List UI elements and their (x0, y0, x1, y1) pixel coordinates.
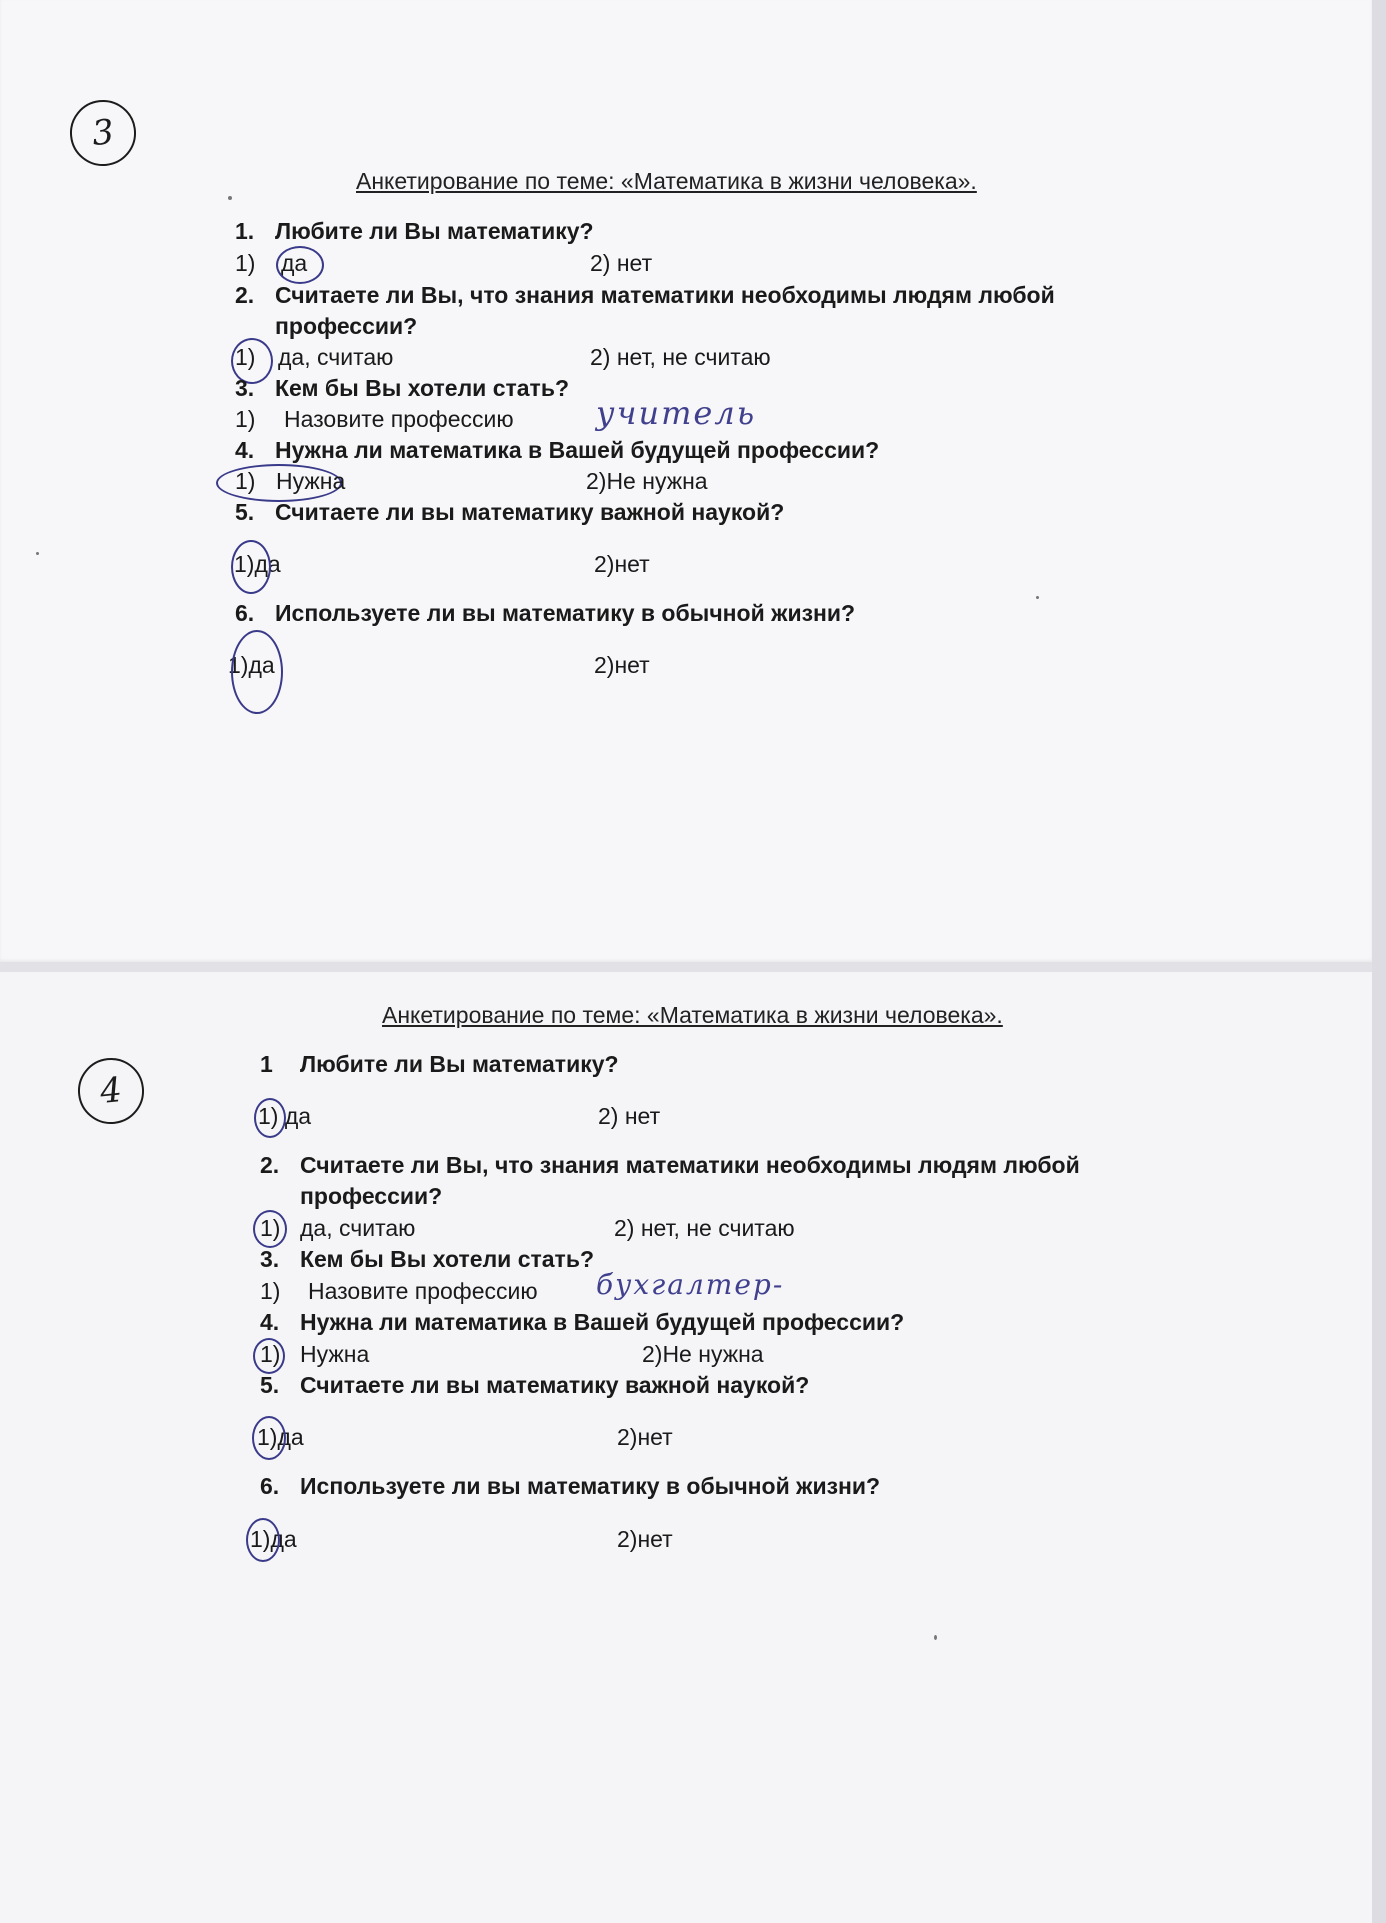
question-1 (235, 218, 594, 245)
question-text: Используете ли вы математику в обычной жизни? (275, 600, 856, 626)
question-text: Кем бы Вы хотели стать? (275, 375, 570, 401)
question-2 (260, 1152, 1080, 1179)
q2-option-1-text[interactable]: да, считаю (278, 344, 394, 370)
answer-circle-mark (231, 540, 271, 594)
scan-edge (1372, 0, 1386, 1923)
q2-option-1-number[interactable]: 1) (260, 1215, 281, 1241)
question-4 (260, 1309, 904, 1336)
q5-option-1[interactable]: 1)да (234, 551, 281, 577)
question-text: Кем бы Вы хотели стать? (300, 1246, 595, 1272)
sheet-divider (0, 962, 1386, 972)
q5-option-2[interactable]: 2)нет (617, 1424, 673, 1450)
q4-option-1-number[interactable]: 1) (235, 468, 256, 494)
q6-option-1[interactable]: 1)да (250, 1526, 297, 1552)
question-text: Нужна ли математика в Вашей будущей профессии? (275, 437, 880, 463)
q1-option-2[interactable]: 2) нет (590, 250, 653, 276)
answer-circle-mark (253, 1210, 287, 1248)
handwritten-answer[interactable]: учитель (596, 394, 757, 432)
q3-option-number: 1) (260, 1278, 281, 1304)
sheet-number-circle (75, 1055, 148, 1128)
question-5 (235, 499, 784, 526)
question-1 (260, 1051, 619, 1078)
question-number: 2. (260, 1152, 280, 1178)
question-number: 6. (260, 1473, 280, 1499)
paper-speck (36, 552, 39, 555)
question-number: 2. (235, 282, 255, 308)
question-number: 6. (235, 600, 255, 626)
question-number: 5. (260, 1372, 280, 1398)
question-2 (235, 282, 1055, 309)
question-number: 4. (235, 437, 255, 463)
question-text: Считаете ли вы математику важной наукой? (275, 499, 785, 525)
question-5 (260, 1372, 809, 1399)
question-text: Любите ли Вы математику? (300, 1051, 619, 1077)
q5-option-1[interactable]: 1)да (257, 1424, 304, 1450)
page-title: Анкетирование по теме: «Математика в жизни человека». (356, 168, 977, 194)
question-2-line-2: профессии? (275, 313, 418, 339)
q4-option-2[interactable]: 2)Не нужна (586, 468, 708, 494)
question-number: 4. (260, 1309, 280, 1335)
q4-option-1-text[interactable]: Нужна (300, 1341, 370, 1367)
question-3 (260, 1246, 594, 1273)
question-number: 3. (235, 375, 255, 401)
answer-circle-mark (252, 1416, 286, 1460)
q2-option-1-number[interactable]: 1) (235, 344, 256, 370)
question-text: Нужна ли математика в Вашей будущей профессии? (300, 1309, 905, 1335)
page-title: Анкетирование по теме: «Математика в жизни человека». (382, 1002, 1003, 1028)
questionnaire-sheet-2 (0, 972, 1372, 1923)
questionnaire-sheet-1 (0, 0, 1372, 962)
q1-option-1-number[interactable]: 1) (235, 250, 256, 276)
answer-circle-mark (253, 1338, 285, 1374)
sheet-number-circle (67, 97, 140, 170)
paper-speck (228, 196, 232, 200)
q3-option-label: Назовите профессию (284, 406, 514, 432)
question-text: Считаете ли вы математику важной наукой? (300, 1372, 810, 1398)
q6-option-1[interactable]: 1)да (228, 652, 275, 678)
q4-option-1-number[interactable]: 1) (260, 1341, 281, 1367)
question-3 (235, 375, 569, 402)
q6-option-2[interactable]: 2)нет (594, 652, 650, 678)
q4-option-1-text[interactable]: Нужна (276, 468, 346, 494)
handwritten-answer[interactable]: бухгалтер- (596, 1268, 785, 1301)
answer-circle-mark (246, 1518, 280, 1562)
question-4 (235, 437, 879, 464)
answer-circle-mark (276, 246, 324, 284)
question-text: Считаете ли Вы, что знания математики необходимы людям любой (275, 282, 1055, 308)
q4-option-2[interactable]: 2)Не нужна (642, 1341, 764, 1367)
question-6 (260, 1473, 880, 1500)
q2-option-2[interactable]: 2) нет, не считаю (590, 344, 771, 370)
question-number: 1. (235, 218, 255, 244)
question-text: Используете ли вы математику в обычной жизни? (300, 1473, 881, 1499)
q1-option-2[interactable]: 2) нет (598, 1103, 661, 1129)
question-text: Считаете ли Вы, что знания математики необходимы людям любой (300, 1152, 1080, 1178)
q1-option-1-text[interactable]: да (281, 250, 308, 276)
sheet-number: 3 (90, 111, 116, 155)
q3-option-label: Назовите профессию (308, 1278, 538, 1304)
question-number: 5. (235, 499, 255, 525)
paper-speck (934, 1635, 937, 1640)
q1-option-1[interactable]: 1) да (258, 1103, 312, 1129)
question-number: 1 (260, 1051, 273, 1077)
sheet-number: 4 (98, 1069, 124, 1113)
answer-circle-mark (254, 1098, 286, 1138)
question-6 (235, 600, 855, 627)
q2-option-2[interactable]: 2) нет, не считаю (614, 1215, 795, 1241)
q6-option-2[interactable]: 2)нет (617, 1526, 673, 1552)
question-2-line-2: профессии? (300, 1183, 443, 1209)
answer-circle-mark (231, 630, 283, 714)
q2-option-1-text[interactable]: да, считаю (300, 1215, 416, 1241)
question-text: Любите ли Вы математику? (275, 218, 594, 244)
q5-option-2[interactable]: 2)нет (594, 551, 650, 577)
paper-speck (1036, 596, 1039, 599)
question-number: 3. (260, 1246, 280, 1272)
q3-option-number: 1) (235, 406, 256, 432)
